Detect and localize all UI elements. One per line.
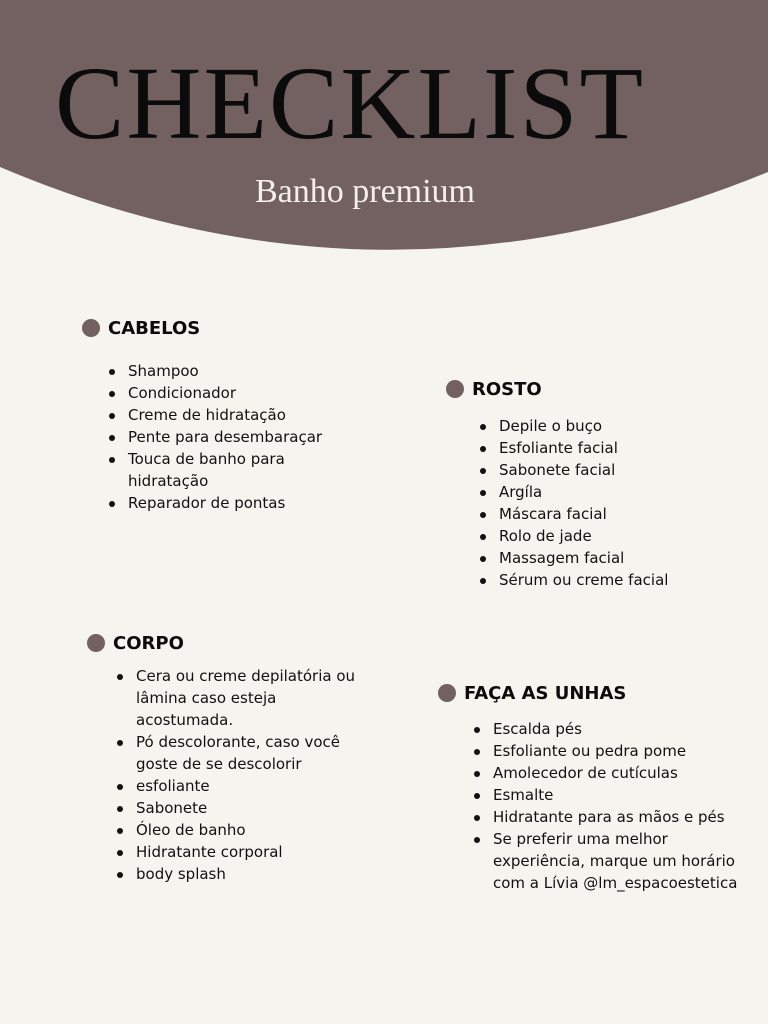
list-item: Cera ou creme depilatória ou lâmina caso esteja acostumada.	[136, 665, 371, 731]
list-item: Esfoliante facial	[499, 437, 759, 459]
list-item: Reparador de pontas	[128, 492, 338, 514]
bullet-dot-icon	[87, 634, 105, 652]
list-item: Argíla	[499, 481, 759, 503]
list-item: Amolecedor de cutículas	[493, 762, 758, 784]
list-item: Massagem facial	[499, 547, 759, 569]
section-title: CABELOS	[108, 317, 201, 339]
bullet-dot-icon	[438, 684, 456, 702]
section-header	[87, 630, 184, 656]
list-item: Condicionador	[128, 382, 338, 404]
list-item: Esfoliante ou pedra pome	[493, 740, 758, 762]
section-header	[446, 376, 542, 402]
list-item: Se preferir uma melhor experiência, marque um horário com a Lívia @lm_espacoestetica	[493, 828, 758, 894]
list-item: Hidratante corporal	[136, 841, 371, 863]
list-item: Depile o buço	[499, 415, 759, 437]
list-item: Hidratante para as mãos e pés	[493, 806, 758, 828]
checklist	[499, 415, 759, 591]
list-item: Escalda pés	[493, 718, 758, 740]
page-title: CHECKLIST	[55, 46, 645, 161]
list-item: Máscara facial	[499, 503, 759, 525]
list-item: esfoliante	[136, 775, 371, 797]
list-item: Sabonete facial	[499, 459, 759, 481]
section-header	[438, 680, 626, 706]
list-item: Esmalte	[493, 784, 758, 806]
section-corpo	[87, 630, 356, 883]
list-item: Touca de banho para hidratação	[128, 448, 338, 492]
section-title: CORPO	[113, 632, 184, 654]
checklist	[128, 360, 338, 514]
list-item: body splash	[136, 863, 371, 885]
section-cabelos	[82, 315, 323, 512]
bullet-dot-icon	[446, 380, 464, 398]
section-header	[82, 315, 200, 341]
section-title: FAÇA AS UNHAS	[464, 682, 627, 704]
checklist	[493, 718, 758, 894]
page-subtitle: Banho premium	[254, 173, 476, 210]
list-item: Pente para desembaraçar	[128, 426, 338, 448]
list-item: Pó descolorante, caso você goste de se descolorir	[136, 731, 371, 775]
list-item: Rolo de jade	[499, 525, 759, 547]
section-rosto	[446, 376, 669, 589]
list-item: Sérum ou creme facial	[499, 569, 759, 591]
checklist	[136, 665, 371, 885]
list-item: Shampoo	[128, 360, 338, 382]
section-unhas	[438, 680, 738, 892]
section-title: ROSTO	[472, 378, 542, 400]
list-item: Sabonete	[136, 797, 371, 819]
list-item: Creme de hidratação	[128, 404, 338, 426]
list-item: Óleo de banho	[136, 819, 371, 841]
bullet-dot-icon	[82, 319, 100, 337]
